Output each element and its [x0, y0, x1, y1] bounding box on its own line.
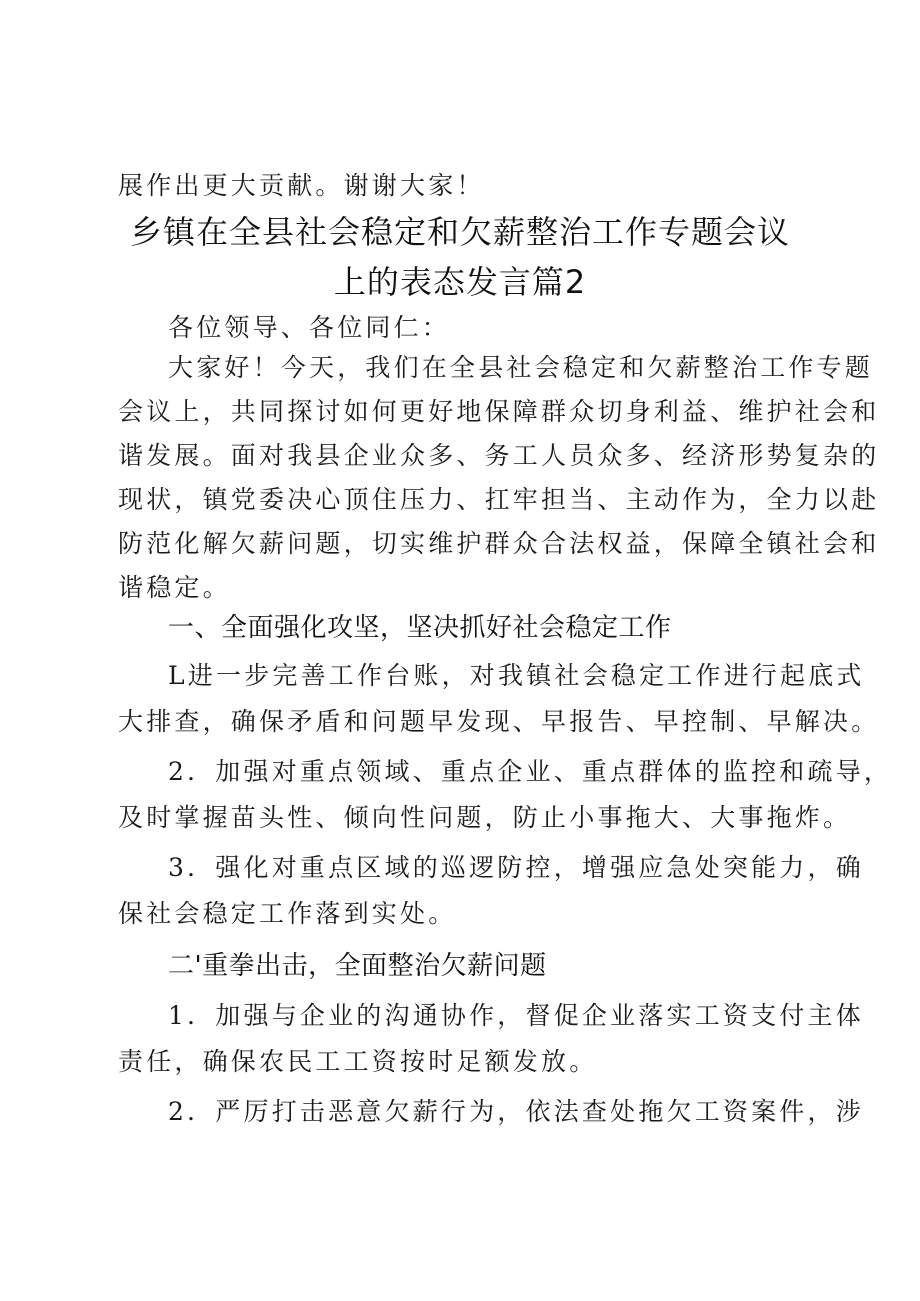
intro-paragraph-line: 防范化解欠薪问题，切实维护群众合法权益，保障全镇社会和 — [118, 529, 880, 558]
document-title-line-1: 乡镇在全县社会稳定和欠薪整治工作专题会议 — [129, 213, 790, 251]
section-2-item-1-line-1: 1．加强与企业的沟通协作，督促企业落实工资支付主体 — [168, 1001, 864, 1030]
document-title-line-2: 上的表态发言篇2 — [333, 263, 587, 301]
section-1-item-3-line-1: 3．强化对重点区域的巡逻防控，增强应急处突能力，确 — [168, 853, 864, 882]
carryover-text: 展作出更大贡献。谢谢大家！ — [118, 171, 485, 200]
intro-paragraph-line: 谐稳定。 — [118, 573, 231, 602]
section-1-item-2-line-1: 2．加强对重点领域、重点企业、重点群体的监控和疏导， — [168, 757, 893, 786]
intro-paragraph-line: 大家好！今天，我们在全县社会稳定和欠薪整治工作专题 — [168, 353, 874, 382]
section-2-heading: 二'重拳出击，全面整治欠薪问题 — [168, 951, 547, 981]
section-1-item-1-line-2: 大排查，确保矛盾和问题早发现、早报告、早控制、早解决。 — [118, 707, 880, 736]
section-2-item-1-line-2: 责任，确保农民工工资按时足额发放。 — [118, 1047, 598, 1076]
intro-paragraph-line: 会议上，共同探讨如何更好地保障群众切身利益、维护社会和 — [118, 397, 880, 426]
section-1-heading: 一、全面强化攻坚，坚决抓好社会稳定工作 — [168, 613, 672, 643]
intro-paragraph-line: 谐发展。面对我县企业众多、务工人员众多、经济形势复杂的 — [118, 441, 880, 470]
section-1-item-2-line-2: 及时掌握苗头性、倾向性问题，防止小事拖大、大事拖炸。 — [118, 803, 852, 832]
section-1-item-1-line-1: L进一步完善工作台账，对我镇社会稳定工作进行起底式 — [168, 661, 865, 690]
section-1-item-3-line-2: 保社会稳定工作落到实处。 — [118, 899, 457, 928]
salutation: 各位领导、各位同仁： — [168, 313, 451, 342]
section-2-item-2-line-1: 2．严厉打击恶意欠薪行为，依法查处拖欠工资案件，涉 — [168, 1097, 864, 1126]
intro-paragraph-line: 现状，镇党委决心顶住压力、扛牢担当、主动作为，全力以赴 — [118, 485, 880, 514]
